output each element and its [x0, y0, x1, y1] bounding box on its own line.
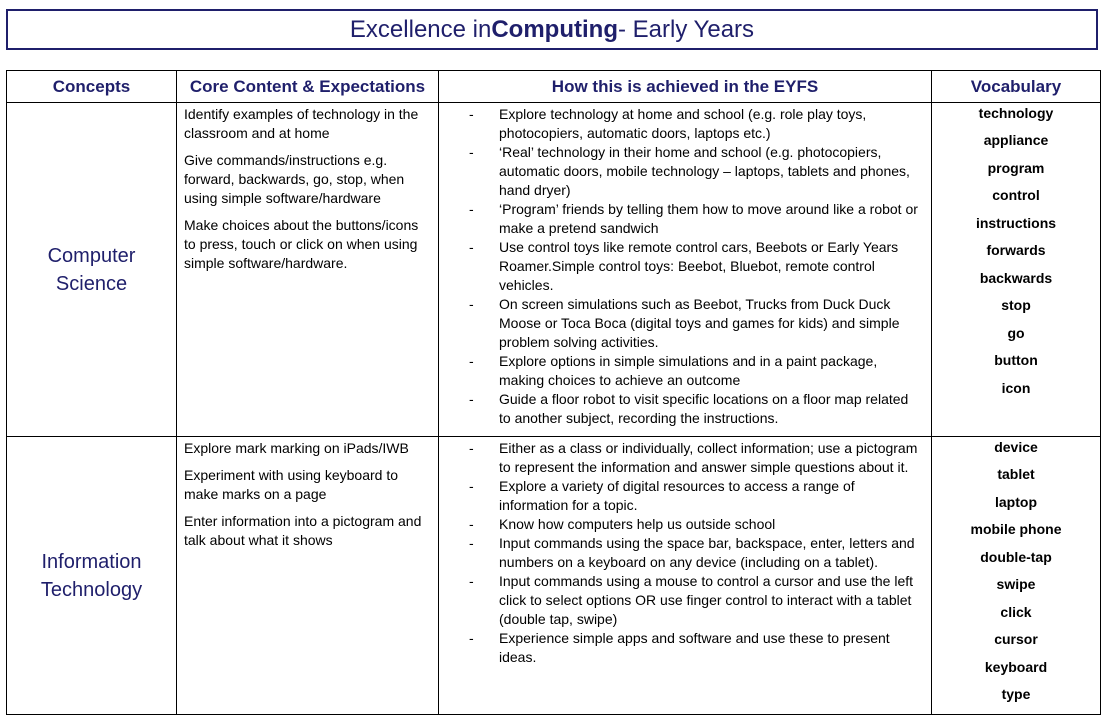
- core-content-cell: [177, 437, 439, 715]
- bullet-dash: -: [469, 573, 474, 589]
- core-item: Identify examples of technology in the classroom and at home: [184, 106, 419, 141]
- list-item-text: Input commands using the space bar, backspace, enter, letters and numbers on a keyboard on any device (including on a tablet).: [499, 535, 915, 570]
- bullet-dash: -: [469, 516, 474, 532]
- curriculum-table: [6, 70, 1101, 715]
- vocab-word: tablet: [997, 466, 1035, 482]
- bullet-dash: -: [469, 106, 474, 122]
- list-item-text: Guide a floor robot to visit specific locations on a floor map related to another subject, recording the instructions.: [499, 391, 909, 426]
- table-row: [7, 437, 1101, 715]
- how-list: [469, 439, 921, 667]
- bullet-dash: -: [469, 239, 474, 255]
- vocab-word: double-tap: [980, 548, 1052, 565]
- list-item: [469, 572, 921, 629]
- list-item: [469, 105, 921, 143]
- list-item-text: Explore options in simple simulations and in a paint package, making choices to achieve an outcome: [499, 353, 878, 388]
- vocab-word: stop: [1001, 297, 1031, 313]
- vocab-word: control: [992, 187, 1040, 203]
- vocab-word: go: [1007, 324, 1025, 341]
- vocabulary-cell: [932, 103, 1101, 437]
- concept-cell: [7, 437, 177, 715]
- list-item-text: ‘Program’ friends by telling them how to move around like a robot or make a pretend sandwich: [499, 201, 918, 236]
- list-item: [469, 200, 921, 238]
- bullet-dash: -: [469, 391, 474, 407]
- vocab-word: click: [1000, 603, 1032, 620]
- header-concepts: Concepts: [7, 71, 177, 103]
- list-item: [469, 390, 921, 428]
- page-title: [6, 9, 1098, 50]
- list-item: [469, 534, 921, 572]
- list-item: [469, 629, 921, 667]
- vocab-word: laptop: [995, 493, 1037, 510]
- vocab-word: forwards: [986, 242, 1046, 258]
- title-prefix: Excellence in: [349, 15, 492, 43]
- list-item-text: Either as a class or individually, collect information; use a pictogram to represent the information and answer simple questions about it.: [499, 440, 918, 475]
- how-achieved-cell: [439, 437, 932, 715]
- vocab-word: type: [1001, 686, 1031, 702]
- header-core-content: Core Content & Expectations: [177, 71, 439, 103]
- bullet-dash: -: [469, 535, 474, 551]
- vocab-word: program: [987, 159, 1045, 176]
- vocab-word: appliance: [983, 132, 1049, 148]
- table-row: [7, 103, 1101, 437]
- list-item-text: Use control toys like remote control cars, Beebots or Early Years Roamer.Simple control toys: Beebot, Bluebot, remote control vehicles.: [499, 239, 899, 293]
- core-item: Enter information into a pictogram and talk about what it shows: [184, 513, 422, 548]
- vocab-word: swipe: [996, 576, 1036, 592]
- bullet-dash: -: [469, 296, 474, 312]
- bullet-dash: -: [469, 630, 474, 646]
- concept-label-line1: Information: [41, 550, 142, 573]
- core-item: Give commands/instructions e.g. forward, backwards, go, stop, when using simple software/hardware: [184, 152, 405, 206]
- header-vocabulary: Vocabulary: [932, 71, 1101, 103]
- concept-label-line2: Science: [55, 272, 128, 295]
- concept-label-line2: Technology: [40, 578, 143, 601]
- vocab-word: device: [994, 439, 1038, 455]
- list-item: [469, 295, 921, 352]
- list-item-text: ‘Real’ technology in their home and school (e.g. photocopiers, automatic doors, mobile technology – laptops, tablets and phones, hand dryer): [499, 144, 910, 198]
- core-item: Explore mark marking on iPads/IWB: [184, 440, 409, 456]
- bullet-dash: -: [469, 201, 474, 217]
- vocab-word: backwards: [979, 269, 1053, 286]
- bullet-dash: -: [469, 478, 474, 494]
- vocab-word: icon: [1001, 379, 1031, 396]
- list-item: [469, 477, 921, 515]
- bullet-dash: -: [469, 440, 474, 456]
- how-achieved-cell: [439, 103, 932, 437]
- vocabulary-cell: [932, 437, 1101, 715]
- bullet-dash: -: [469, 144, 474, 160]
- how-list: [469, 105, 921, 428]
- list-item-text: On screen simulations such as Beebot, Trucks from Duck Duck Moose or Toca Boca (digital toys and games for kids) and simple problem solving activities.: [499, 296, 900, 350]
- vocab-word: button: [994, 352, 1038, 368]
- list-item-text: Explore technology at home and school (e.g. role play toys, photocopiers, automatic doors, laptops etc.): [499, 106, 867, 141]
- vocab-word: mobile phone: [970, 521, 1062, 537]
- core-item: Experiment with using keyboard to make marks on a page: [184, 467, 398, 502]
- list-item-text: Experience simple apps and software and use these to present ideas.: [499, 630, 890, 665]
- bullet-dash: -: [469, 353, 474, 369]
- core-content-cell: [177, 103, 439, 437]
- header-row: [7, 71, 1101, 103]
- concept-label-line1: Computer: [47, 244, 136, 267]
- vocab-word: cursor: [994, 631, 1038, 647]
- list-item: [469, 515, 921, 534]
- list-item-text: Know how computers help us outside school: [499, 516, 776, 532]
- concept-cell: [7, 103, 177, 437]
- title-suffix: - Early Years: [617, 15, 755, 43]
- list-item: [469, 352, 921, 390]
- title-bold: Computing: [491, 15, 618, 43]
- list-item-text: Input commands using a mouse to control a cursor and use the left click to select options OR use finger control to interact with a tablet (double tap, swipe): [499, 573, 914, 627]
- list-item-text: Explore a variety of digital resources to access a range of information for a topic.: [499, 478, 855, 513]
- header-how-achieved: How this is achieved in the EYFS: [439, 71, 932, 103]
- list-item: [469, 238, 921, 295]
- core-item: Make choices about the buttons/icons to press, touch or click on when using simple software/hardware.: [184, 217, 419, 271]
- vocab-word: keyboard: [984, 658, 1048, 675]
- vocab-word: technology: [978, 105, 1054, 121]
- vocab-word: instructions: [975, 214, 1057, 231]
- list-item: [469, 143, 921, 200]
- list-item: [469, 439, 921, 477]
